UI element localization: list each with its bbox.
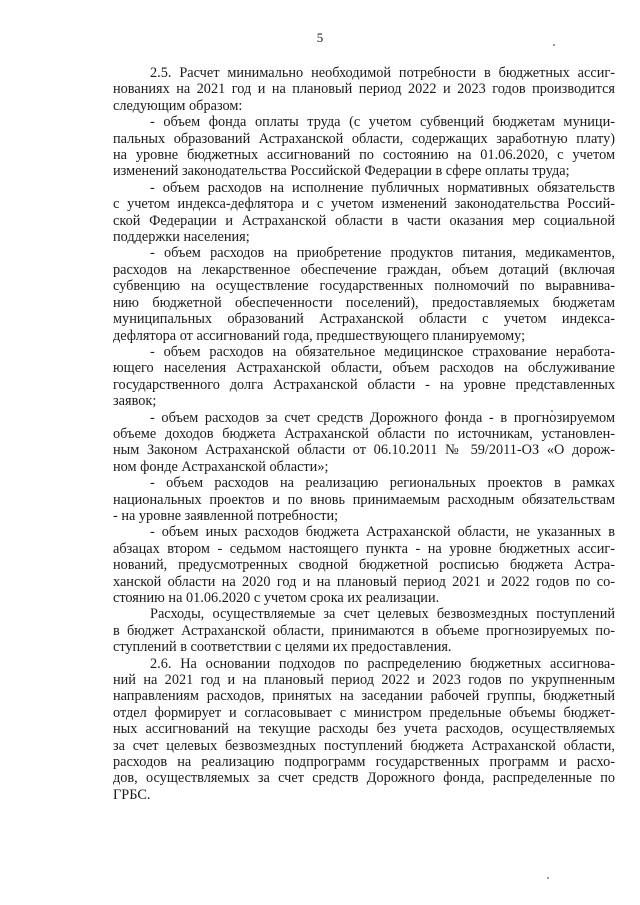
scan-speck	[547, 877, 549, 879]
text-line: ГРБС.	[113, 786, 151, 803]
text-line: ний на 2021 год и на плановый период 2022 и 2023 годов по укрупненным	[113, 672, 615, 689]
text-line: ханской области на 2020 год и на плановый период 2021 и 2022 годов по со-	[113, 573, 615, 590]
text-line: с учетом индекса-дефлятора и с учетом изменений законодательства Россий-	[113, 196, 615, 213]
text-line: Расходы, осуществляемые за счет целевых безвозмездных поступлений	[150, 606, 615, 623]
list-item-wage-fund	[113, 114, 615, 180]
list-item-other-expenses	[113, 524, 615, 606]
text-line: дефлятора от ассигнований года, предшествующего планируемому;	[113, 327, 526, 344]
text-line: заявок;	[113, 393, 157, 410]
text-line: изменений законодательства Российской Федерации в сфере оплаты труда;	[113, 163, 570, 180]
text-line: нований, предусмотренных сводной бюджетной росписью бюджета Астра-	[113, 557, 615, 574]
text-line: ным Законом Астраханской области от 06.10.2011 № 59/2011-ОЗ «О дорож-	[113, 442, 615, 459]
text-line: абзацах втором - седьмом настоящего пункта - на уровне бюджетных ассиг-	[113, 540, 615, 557]
list-item-food-medicine	[113, 245, 615, 343]
text-line: национальных проектов и по вновь принимаемым расходным обязательствам	[113, 491, 615, 508]
text-line: в бюджет Астраханской области, принимаются в объеме прогнозируемых по-	[113, 622, 615, 639]
text-line: расходов на лекарственное обеспечение граждан, объем дотаций (включая	[113, 261, 615, 278]
paragraph-targeted-receipts	[113, 606, 615, 655]
text-line: - объем расходов на исполнение публичных нормативных обязательств	[150, 179, 615, 196]
paragraph-2-6	[113, 656, 615, 804]
text-line: ступлений в соответствии с целями их предоставления.	[113, 639, 452, 656]
text-line: муниципальных образований Астраханской области с учетом индекса-	[113, 311, 615, 328]
text-line: направлениям расходов, принятых на заседании рабочей группы, бюджетный	[113, 688, 615, 705]
text-line: расходов на реализацию подпрограмм государственных программ и расхо-	[113, 754, 615, 771]
list-item-medical-insurance	[113, 344, 615, 410]
paragraph-2-5	[113, 65, 615, 114]
list-item-public-obligations	[113, 180, 615, 246]
text-line: ном фонде Астраханской области»;	[113, 458, 329, 475]
document-body	[113, 65, 615, 803]
text-line: отдел формирует и согласовывает с министром предельные объемы бюджет-	[113, 704, 615, 721]
text-line: ных ассигнований на текущие расходы без учета расходов, осуществляемых	[113, 721, 615, 738]
scan-speck	[553, 44, 555, 46]
list-item-road-fund	[113, 410, 615, 476]
text-line: нованиях на 2021 год и на плановый период 2022 и 2023 годов производится	[113, 81, 615, 98]
page-number: 5	[316, 30, 324, 45]
text-line: - объем расходов на обязательное медицинское страхование неработа-	[150, 343, 615, 360]
text-line: 2.6. На основании подходов по распределению бюджетных ассигнова-	[150, 655, 615, 672]
text-line: дов, осуществляемых за счет средств Дорожного фонда, распределенные по	[113, 770, 615, 787]
text-line: следующим образом:	[113, 97, 243, 114]
text-line: - объем расходов на реализацию региональных проектов в рамках	[150, 475, 615, 492]
text-line: - объем фонда оплаты труда (с учетом субвенций бюджетам муници-	[150, 114, 615, 131]
text-line: субвенцию на осуществление государственных полномочий по выравнива-	[113, 278, 615, 295]
text-line: ющего населения Астраханской области, объем расходов на обслуживание	[113, 360, 615, 377]
text-line: - объем иных расходов бюджета Астраханской области, не указанных в	[150, 524, 615, 541]
text-line: 2.5. Расчет минимально необходимой потребности в бюджетных ассиг-	[150, 65, 615, 81]
text-line: поддержки населения;	[113, 229, 250, 246]
text-line: на уровне бюджетных ассигнований по состоянию на 01.06.2020, с учетом	[113, 147, 615, 164]
text-line: - на уровне заявленной потребности;	[113, 507, 339, 524]
text-line: пальных образований Астраханской области, содержащих заработную плату)	[113, 130, 615, 147]
text-line: нию бюджетной обеспеченности поселений), предоставляемых бюджетам	[113, 294, 615, 311]
text-line: ской Федерации и Астраханской области в части оказания мер социальной	[113, 212, 615, 229]
text-line: объеме доходов бюджета Астраханской области по источникам, установлен-	[113, 425, 615, 442]
text-line: - объем расходов на приобретение продуктов питания, медикаментов,	[150, 245, 615, 262]
text-line: - объем расходов за счет средств Дорожного фонда - в прогнозируемом	[150, 409, 615, 426]
text-line: государственного долга Астраханской области - на уровне представленных	[113, 376, 615, 393]
text-line: стоянию на 01.06.2020 с учетом срока их реализации.	[113, 590, 440, 606]
list-item-regional-projects	[113, 475, 615, 524]
text-line: за счет целевых безвозмездных поступлений бюджета Астраханской области,	[113, 737, 615, 754]
